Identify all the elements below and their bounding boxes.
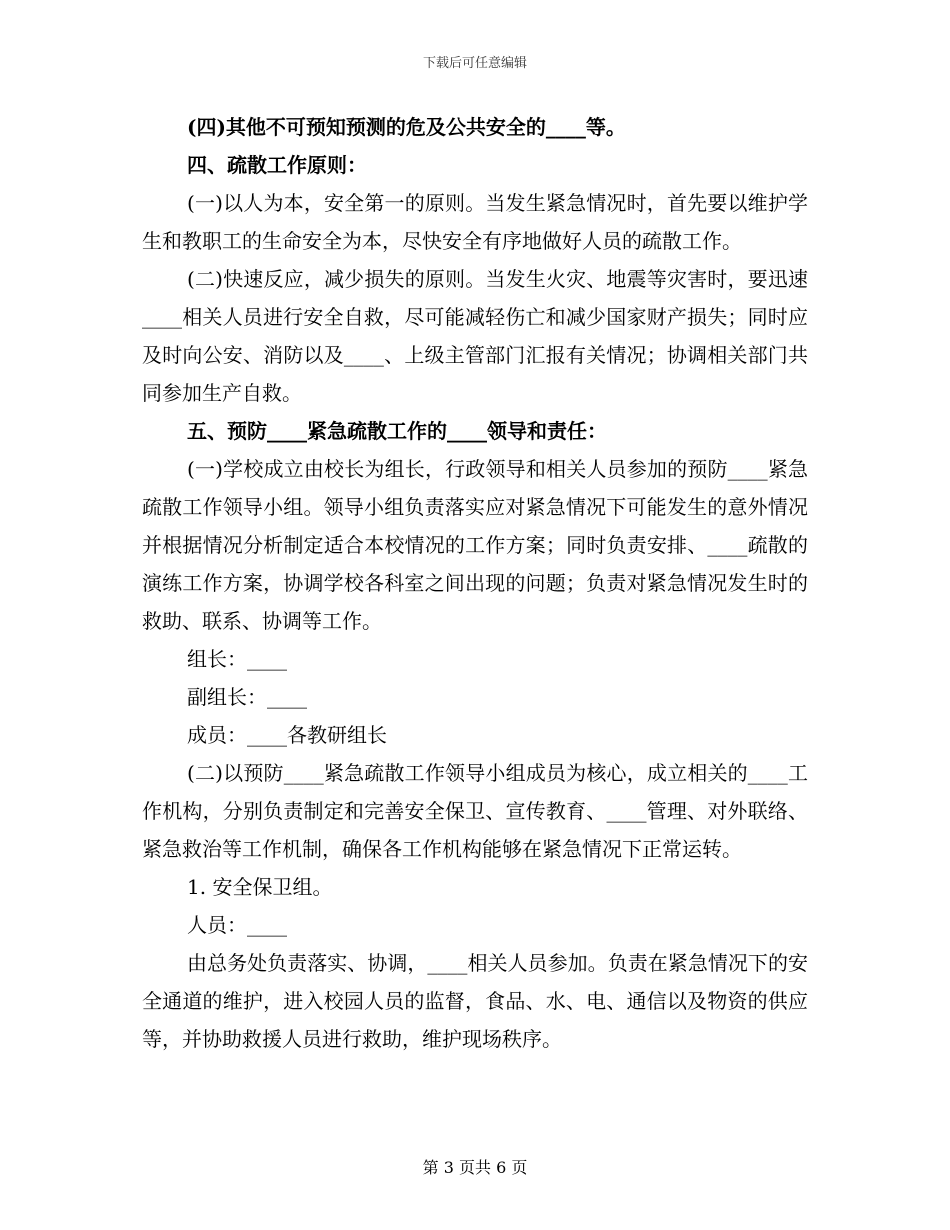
paragraph: (一)学校成立由校长为组长，行政领导和相关人员参加的预防____紧急疏散工作领导小组。领导小组负责落实应对紧急情况下可能发生的意外情况并根据情况分析制定适合本校情况的工作方案；同时负责安排、____疏散的演练工作方案，协调学校各科室之间出现的问题；负责对紧急情况发生时的救助、联系、协调等工作。 [142, 457, 808, 633]
section-heading: 五、预防____紧急疏散工作的____领导和责任： [187, 419, 607, 443]
paragraph: (二)以预防____紧急疏散工作领导小组成员为核心，成立相关的____工作机构，分别负责制定和完善安全保卫、宣传教育、____管理、对外联络、紧急救治等工作机制，确保各工作机构能够在紧急情况下正常运转。 [142, 761, 808, 861]
paragraph: (一)以人为本，安全第一的原则。当发生紧急情况时，首先要以维护学生和教职工的生命安全为本，尽快安全有序地做好人员的疏散工作。 [142, 191, 808, 253]
paragraph: (二)快速反应，减少损失的原则。当发生火灾、地震等灾害时，要迅速____相关人员进行安全自救，尽可能减轻伤亡和减少国家财产损失；同时应及时向公安、消防以及____、上级主管部门汇报有关情况；协调相关部门共同参加生产自救。 [142, 267, 808, 405]
paragraph: 副组长：____ [187, 685, 307, 709]
paragraph: 1. 安全保卫组。 [187, 875, 333, 899]
paragraph: 组长：____ [187, 647, 287, 671]
paragraph: 人员：____ [187, 913, 287, 937]
paragraph: 成员：____各教研组长 [187, 723, 387, 747]
page-header: 下载后可任意编辑 [422, 56, 527, 71]
section-heading: 四、疏散工作原则： [187, 153, 367, 177]
document-body [142, 108, 808, 1058]
paragraph: (四)其他不可预知预测的危及公共安全的____等。 [187, 115, 626, 139]
page-footer: 第 3 页共 6 页 [422, 1158, 528, 1177]
paragraph: 由总务处负责落实、协调，____相关人员参加。负责在紧急情况下的安全通道的维护，进入校园人员的监督，食品、水、电、通信以及物资的供应等，并协助救援人员进行救助，维护现场秩序。 [142, 951, 808, 1051]
